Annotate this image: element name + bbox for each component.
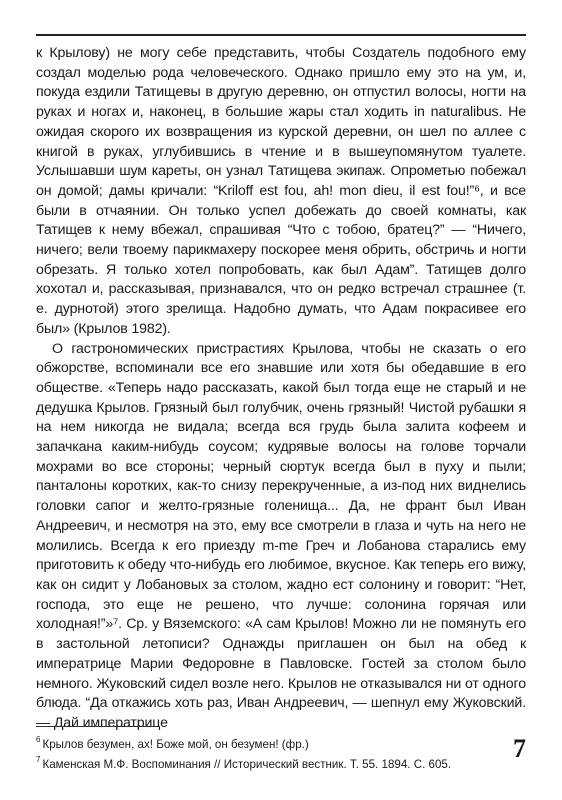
footnote-text: Крылов безумен, ах! Боже мой, он безумен! (фр.): [42, 738, 309, 751]
paragraph-2: О гастрономических пристрастиях Крылова, чтобы не сказать о его обжорстве, вспоминали все его знавшие или хотя бы обедавшие в его обществе. «Теперь надо рассказать, какой был тогда еще не старый и не дедушка Крылов. Грязный был голубчик, очень грязный! Чистой рубашки я на нем никогда не видала; всегда вся грудь была залита кофеем и запачкана каким-нибудь соусом; кудрявые волосы на голове торчали мохрами во все стороны; черный сюртук всегда был в пуху и пыли; панталоны коротких, как-то снизу перекрученные, а из-под них виднелись головки сапог и желто-грязные голенища... Да, не франт был Иван Андреевич, и несмотря на это, ему все смотрели в глаза и чуть на него не молились. Всегда к его приезду m-me Греч и Лобанова старались ему приготовить к обеду что-нибудь его любимое, вкусное. Как теперь его вижу, как он сидит у Лобановых за столом, жадно ест солонину и говорит: “Нет, господа, это еще не решено, что лучше: солонина горячая или холодная!”»⁷. Ср. у Вяземского: «А сам Крылов! Можно ли не помянуть его в застольной летописи? Однажды приглашен он был на обед к императрице Марии Федоровне в Павловске. Гостей за столом было немного. Жуковский сидел возле него. Крылов не отказывался ни от одного блюда. “Да откажись хоть раз, Иван Андреевич, — шепнул ему Жуковский. — Дай императрице: [36, 340, 526, 731]
page-number: 7: [513, 734, 526, 763]
top-rule: [36, 34, 526, 36]
footnotes: [36, 735, 476, 775]
footnote-marker: 7: [36, 755, 41, 764]
main-text: [36, 44, 526, 734]
footnote-marker: 6: [36, 735, 41, 744]
footnote-7: [36, 755, 476, 775]
footnote-6: [36, 735, 476, 755]
footnote-separator: [36, 726, 154, 727]
footnote-text: Каменская М.Ф. Воспоминания // Исторический вестник. Т. 55. 1894. С. 605.: [42, 758, 452, 771]
paragraph-1: к Крылову) не могу себе представить, чтобы Создатель подобного ему создал моделью рода человеческого. Однако пришло ему это на ум, и, покуда ездили Татищевы в другую деревню, он отпустил волосы, ногти на руках и ногах и, наконец, в большие жары стал ходить in naturalibus. Не ожидая скорого их возвращения из курской деревни, он шел по аллее с книгой в руках, углубившись в чтение и в вышеупомянутом туалете. Услышавши шум кареты, он узнал Татищева экипаж. Опрометью побежал он домой; дамы кричали: “Kriloff est fou, ah! mon dieu, il est fou!”⁶, и все были в отчаянии. Он только успел добежать до своей комнаты, как Татищев к нему вбежал, спрашивая “Что с тобою, братец?” — “Ничего, ничего; вели твоему парикмахеру поскорее меня обрить, обстричь и ногти обрезать. Я только хотел попробовать, как был Адам”. Татищев долго хохотал и, рассказывая, признавался, что он редко встречал страшнее (т. е. дурнотой) этого зрелища. Надобно думать, что Адам покрасивее его был» (Крылов 1982).: [36, 45, 526, 337]
